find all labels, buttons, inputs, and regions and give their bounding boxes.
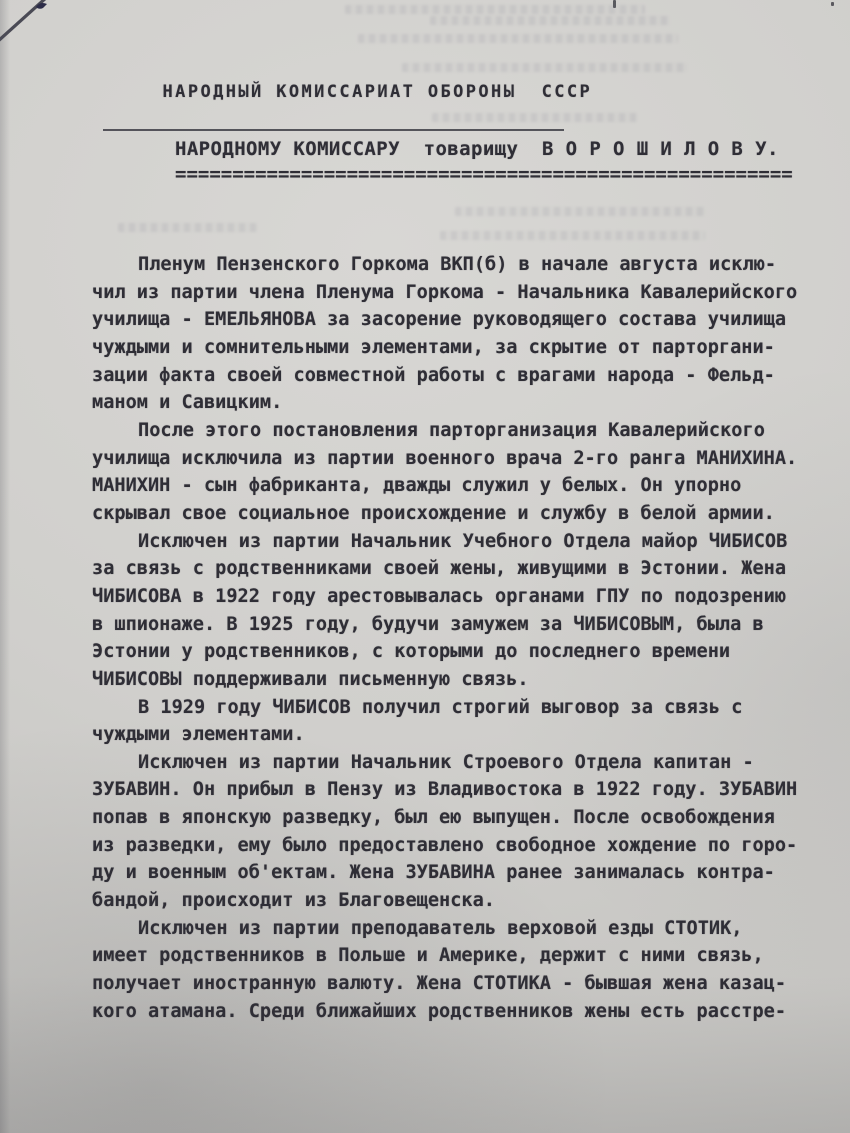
- typed-line: ду и военным об'ектам. Жена ЗУБАВИНА ранее занималась контра-: [92, 862, 775, 884]
- typed-line: имеет родственников в Польше и Америке, держит с ними связь,: [92, 945, 764, 967]
- typed-line: Эстонии у родственников, с которыми до последнего времени: [92, 641, 731, 663]
- typed-line: за связь с родственниками своей жены, живущими в Эстонии. Жена: [92, 558, 787, 580]
- divider-line: ======================================================: [175, 163, 793, 185]
- letterhead-title: [103, 62, 593, 131]
- typed-line: попав в японскую разведку, был ею выпущен. После освобождения: [92, 807, 775, 829]
- typed-line: Исключен из партии Начальник Учебного Отдела майор ЧИБИСОВ: [138, 530, 788, 552]
- bleedthrough-smudge: [345, 5, 645, 14]
- typed-line: в шпионаже. В 1925 году, будучи замужем за ЧИБИСОВЫМ, была в: [92, 613, 764, 635]
- typed-line: чуждыми элементами.: [92, 724, 305, 746]
- typed-line: ЧИБИСОВЫ поддерживали письменную связь.: [92, 668, 529, 690]
- typed-line: бандой, происходит из Благовещенска.: [92, 890, 495, 912]
- typed-line: маном и Савицким.: [92, 392, 283, 414]
- typed-line: После этого постановления парторганизация Кавалерийского: [138, 419, 765, 441]
- typed-line: из разведки, ему было предоставлено свободное хождение по горо-: [92, 834, 798, 856]
- typed-line: МАНИХИН - сын фабриканта, дважды служил у белых. Он упорно: [92, 475, 742, 497]
- bleedthrough-smudge: [430, 16, 670, 25]
- typed-line: Исключен из партии Начальник Строевого Отдела капитан -: [138, 751, 754, 773]
- bleedthrough-smudge: [118, 223, 258, 232]
- pen-stroke-icon: [0, 0, 120, 140]
- typed-line: зации факта своей совместной работы с врагами народа - Фельд-: [92, 364, 775, 386]
- addressee-line: НАРОДНОМУ КОМИССАРУ товарищу В О Р О Ш И Л О В У.: [175, 138, 779, 160]
- typed-line: получает иностранную валюту. Жена СТОТИКА - бывшая жена казац-: [92, 973, 787, 995]
- typed-line: училища исключила из партии военного врача 2-го ранга МАНИХИНА.: [92, 447, 798, 469]
- bleedthrough-smudge: [358, 34, 678, 43]
- typed-line: чил из партии члена Пленума Горкома - Начальника Кавалерийского: [92, 281, 798, 303]
- typed-line: скрывал свое социальное происхождение и службу в белой армии.: [92, 502, 775, 524]
- typed-line: училища - ЕМЕЛЬЯНОВА за засорение руководящего состава училища: [92, 309, 787, 331]
- typed-line: ЗУБАВИН. Он прибыл в Пензу из Владивостока в 1922 году. ЗУБАВИН: [92, 779, 798, 801]
- letterhead-text: НАРОДНЫЙ КОМИССАРИАТ ОБОРОНЫ СССР: [162, 82, 593, 102]
- typed-line: ЧИБИСОВА в 1922 году арестовывалась органами ГПУ по подозрению: [92, 585, 787, 607]
- typed-line: кого атамана. Среди ближайших родственников жены есть расстре-: [92, 1000, 787, 1022]
- typed-line: В 1929 году ЧИБИСОВ получил строгий выговор за связь с: [138, 696, 743, 718]
- typed-line: чуждыми и сомнительными элементами, за скрытие от парторгани-: [92, 336, 775, 358]
- document-body: [92, 251, 832, 1025]
- bleedthrough-smudge: [455, 207, 705, 216]
- typed-line: Исключен из партии преподаватель верховой езды СТОТИК,: [138, 917, 743, 939]
- bleedthrough-smudge: [440, 231, 705, 240]
- typed-line: Пленум Пензенского Горкома ВКП(б) в начале августа исклю-: [138, 254, 777, 275]
- ink-speck: [831, 2, 834, 6]
